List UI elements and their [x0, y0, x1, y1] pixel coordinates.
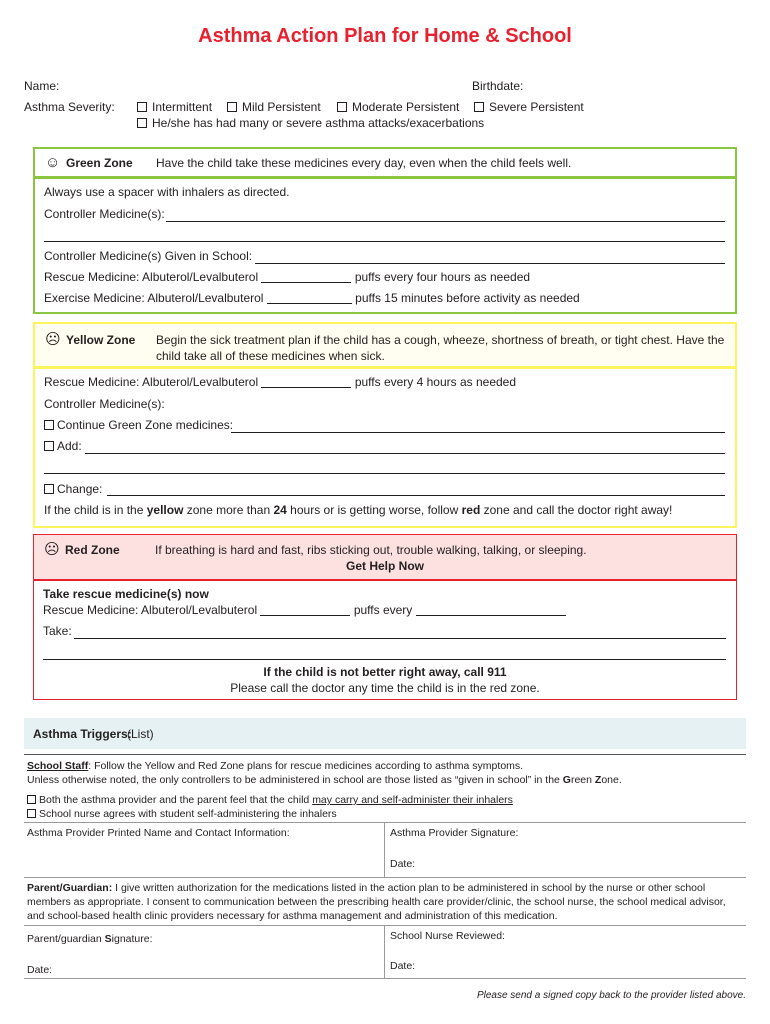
severity-label: Asthma Severity: [24, 100, 115, 114]
red-rescue-puffs-field[interactable] [260, 615, 350, 616]
parent-consent-3: and school-based health clinic providers necessary for asthma management and administration of this medication. [27, 910, 558, 922]
take-rescue-heading: Take rescue medicine(s) now [43, 587, 209, 601]
frown-icon: ☹ [44, 541, 60, 558]
checkbox[interactable] [337, 102, 347, 112]
divider [24, 925, 746, 926]
checkbox[interactable] [44, 441, 54, 451]
green-rescue-row: Rescue Medicine: Albuterol/Levalbuterol puffs every four hours as needed [44, 270, 531, 284]
checkbox[interactable] [27, 809, 36, 818]
green-zone-description: Have the child take these medicines every day, even when the child feels well. [156, 156, 572, 170]
severity-moderate-persistent[interactable]: Moderate Persistent [337, 100, 459, 114]
yellow-zone-header [33, 322, 737, 368]
change-row[interactable]: Change: [44, 482, 102, 496]
smiley-icon: ☺ [45, 154, 61, 171]
take-label: Take: [43, 624, 72, 638]
parent-date-field[interactable]: Date: [27, 964, 53, 976]
controller-field[interactable] [166, 221, 725, 222]
severity-many-attacks[interactable]: He/she has had many or severe asthma attacks/exacerbations [137, 116, 484, 130]
yellow-controller-label: Controller Medicine(s): [44, 397, 165, 411]
yellow-rescue-row: Rescue Medicine: Albuterol/Levalbuterol puffs every 4 hours as needed [44, 375, 517, 389]
yellow-zone-body [33, 368, 737, 528]
divider [24, 877, 746, 878]
controller-school-label: Controller Medicine(s) Given in School: [44, 249, 253, 263]
take-field[interactable] [74, 638, 726, 639]
controller-school-field[interactable] [255, 263, 725, 264]
divider [384, 925, 385, 978]
name-label: Name: [24, 79, 60, 93]
divider [24, 822, 746, 823]
frown-icon: ☹ [45, 331, 61, 348]
severity-intermittent[interactable]: Intermittent [137, 100, 212, 114]
green-zone-title: Green Zone [66, 156, 133, 170]
yellow-rescue-puffs-field[interactable] [261, 387, 351, 388]
checkbox[interactable] [227, 102, 237, 112]
triggers-hint: (List) [127, 727, 154, 741]
green-zone-header [33, 147, 737, 178]
exercise-puffs-field[interactable] [267, 303, 352, 304]
exercise-row: Exercise Medicine: Albuterol/Levalbuterol puffs 15 minutes before activity as needed [44, 291, 580, 305]
checkbox[interactable] [27, 795, 36, 804]
page-title: Asthma Action Plan for Home & School [198, 25, 572, 47]
add-field[interactable] [85, 453, 725, 454]
green-rescue-puffs-field[interactable] [261, 282, 351, 283]
checkbox[interactable] [44, 420, 54, 430]
nurse-reviewed-field[interactable]: School Nurse Reviewed: [390, 930, 505, 942]
nurse-agrees-check[interactable]: School nurse agrees with student self-administering the inhalers [27, 808, 337, 820]
unless-line: Unless otherwise noted, the only controllers to be administered in school are those listed as “given in school” in the Green Zone. [27, 774, 622, 786]
severity-severe-persistent[interactable]: Severe Persistent [474, 100, 584, 114]
spacer-note: Always use a spacer with inhalers as directed. [44, 185, 290, 199]
provider-name-field[interactable]: Asthma Provider Printed Name and Contact Information: [27, 827, 290, 839]
continue-field[interactable] [231, 432, 725, 433]
red-rescue-row: Rescue Medicine: Albuterol/Levalbuterol puffs every [43, 603, 566, 617]
divider [384, 822, 385, 877]
parent-consent-2: members as appropriate. I consent to communication between the prescribing health care provider/clinic, the school nurse, the school medical advisor, [27, 896, 726, 908]
divider [24, 754, 746, 755]
parent-consent-1: Parent/Guardian: I give written authorization for the medications listed in the action plan to be administered in school by the nurse or other school [27, 882, 706, 894]
triggers-label: Asthma Triggers: [33, 727, 132, 741]
provider-signature-field[interactable]: Asthma Provider Signature: [390, 827, 519, 839]
red-zone-header [33, 534, 737, 580]
red-zone [33, 534, 737, 700]
footer-note: Please send a signed copy back to the provider listed above. [476, 990, 746, 1001]
get-help-now: Get Help Now [345, 559, 424, 573]
green-zone-body [33, 178, 737, 314]
controller-field-2[interactable] [44, 241, 725, 242]
yellow-zone [33, 322, 737, 528]
birthdate-label: Birthdate: [472, 79, 524, 93]
checkbox[interactable] [137, 102, 147, 112]
self-carry-check[interactable]: Both the asthma provider and the parent feel that the child may carry and self-administer their inhalers [27, 794, 513, 806]
parent-signature-field[interactable]: Parent/guardian Signature: [27, 933, 153, 945]
yellow-note: If the child is in the yellow zone more than 24 hours or is getting worse, follow red zone and call the doctor right away! [44, 503, 673, 517]
provider-date-field[interactable]: Date: [390, 858, 416, 870]
severity-mild-persistent[interactable]: Mild Persistent [227, 100, 321, 114]
checkbox[interactable] [44, 484, 54, 494]
red-rescue-every-field[interactable] [416, 615, 566, 616]
call-doctor-note: Please call the doctor any time the child is in the red zone. [230, 681, 540, 695]
nurse-date-field[interactable]: Date: [390, 960, 416, 972]
add-field-2[interactable] [44, 473, 725, 474]
checkbox[interactable] [137, 118, 147, 128]
asthma-triggers[interactable] [24, 718, 746, 749]
green-zone [33, 147, 737, 314]
yellow-zone-description: Begin the sick treatment plan if the child has a cough, wheeze, shortness of breath, or tight chest. Have the child take all of these medicines when sick. [156, 333, 725, 363]
red-zone-title: Red Zone [65, 543, 120, 557]
yellow-zone-title: Yellow Zone [66, 333, 136, 347]
continue-green-row[interactable]: Continue Green Zone medicines: [44, 418, 233, 432]
school-staff-line: School Staff: Follow the Yellow and Red Zone plans for rescue medicines according to asthma symptoms. [27, 760, 524, 772]
controller-label: Controller Medicine(s): [44, 207, 165, 221]
divider [24, 978, 746, 979]
change-field[interactable] [107, 495, 725, 496]
call-911: If the child is not better right away, call 911 [263, 665, 507, 679]
take-field-2[interactable] [43, 659, 726, 660]
checkbox[interactable] [474, 102, 484, 112]
red-zone-body [33, 580, 737, 700]
add-row[interactable]: Add: [44, 439, 82, 453]
red-zone-description: If breathing is hard and fast, ribs sticking out, trouble walking, talking, or sleeping. [155, 543, 587, 557]
